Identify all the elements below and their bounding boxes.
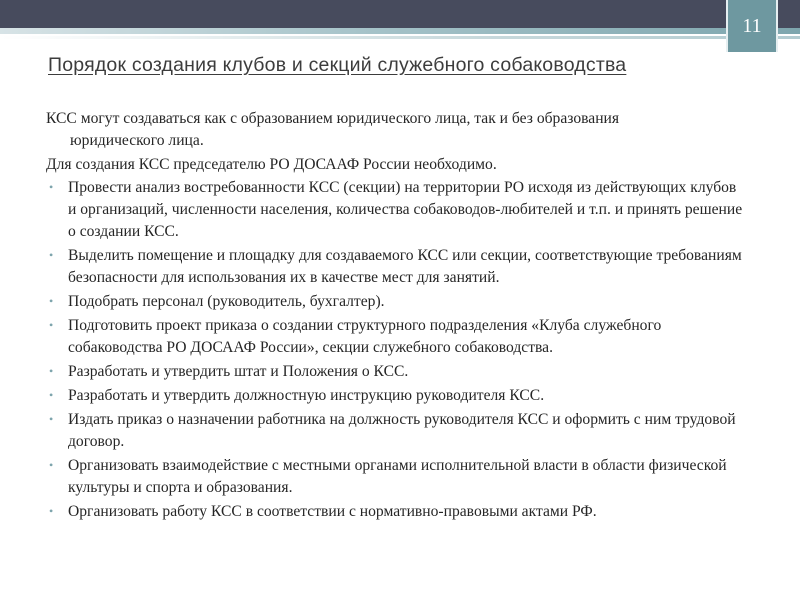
intro-2-line-1: Для создания КСС председателю РО ДОСААФ России необходимо.	[46, 155, 497, 173]
bullet-dot-icon: •	[49, 458, 54, 473]
bullet-list	[46, 177, 746, 522]
list-item	[46, 361, 746, 383]
decorative-thin-stripe	[0, 36, 800, 39]
bullet-dot-icon: •	[49, 248, 54, 263]
list-item-text: Разработать и утвердить должностную инструкцию руководителя КСС.	[68, 387, 545, 405]
intro-paragraph-1	[46, 108, 746, 152]
bullet-dot-icon: •	[49, 363, 54, 378]
list-item	[46, 409, 746, 453]
intro-1-line-2: юридического лица.	[70, 131, 204, 149]
bullet-dot-icon: •	[49, 180, 54, 195]
intro-1-line-1: КСС могут создаваться как с образованием юридического лица, так и без образования	[46, 110, 620, 127]
slide-number: 11	[726, 0, 778, 52]
list-item-text: Разработать и утвердить штат и Положения о КСС.	[68, 362, 409, 380]
slide-body	[46, 108, 746, 525]
list-item-text: Организовать работу КСС в соответствии с нормативно-правовыми актами РФ.	[68, 502, 597, 520]
bullet-dot-icon: •	[49, 412, 54, 427]
list-item-text: Издать приказ о назначении работника на должность руководителя КСС и оформить с ним трудовой договор.	[68, 411, 736, 450]
list-item	[46, 245, 746, 289]
list-item	[46, 455, 746, 499]
decorative-stripe	[0, 28, 800, 34]
bullet-dot-icon: •	[49, 293, 54, 308]
bullet-dot-icon: •	[49, 503, 54, 518]
list-item	[46, 177, 746, 242]
bullet-dot-icon: •	[49, 318, 54, 333]
list-item	[46, 291, 746, 313]
top-bar	[0, 0, 800, 28]
slide-title: Порядок создания клубов и секций служебного собаководства	[48, 54, 627, 76]
list-item-text: Выделить помещение и площадку для создаваемого КСС или секции, соответствующие требованиям безопасности для использования их в качестве мест для занятий.	[68, 247, 742, 286]
list-item-text: Подготовить проект приказа о создании структурного подразделения «Клуба служебного собаководства РО ДОСААФ России», секции служебного собаководства.	[68, 317, 662, 356]
list-item	[46, 385, 746, 407]
list-item-text: Подобрать персонал (руководитель, бухгалтер).	[68, 292, 385, 310]
list-item	[46, 501, 746, 523]
list-item	[46, 315, 746, 359]
list-item-text: Провести анализ востребованности КСС (секции) на территории РО исходя из действующих клубов и организаций, численности населения, количества собаководов-любителей и т.п. и принять решение о создании КСС.	[68, 179, 743, 240]
bullet-dot-icon: •	[49, 388, 54, 403]
list-item-text: Организовать взаимодействие с местными органами исполнительной власти в области физической культуры и спорта и образования.	[68, 457, 727, 496]
intro-paragraph-2	[46, 154, 746, 176]
